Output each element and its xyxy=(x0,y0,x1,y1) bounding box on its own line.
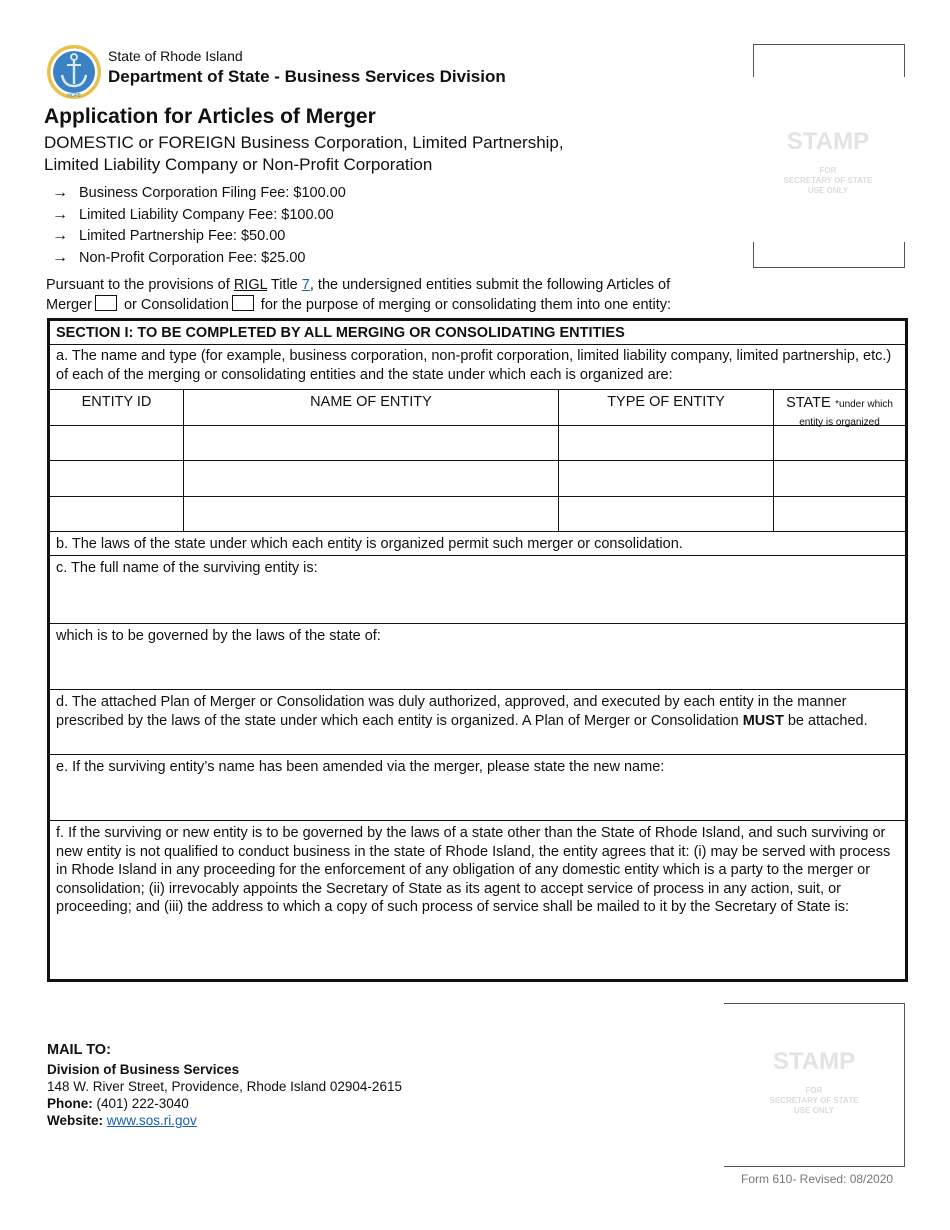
arrow-right-icon: → xyxy=(52,248,68,266)
entity-id-input[interactable] xyxy=(50,426,184,461)
entity-name-input[interactable] xyxy=(184,497,559,532)
fee-label: Limited Partnership Fee: $50.00 xyxy=(79,228,286,245)
stamp-label: STAMP xyxy=(772,1048,856,1075)
pursuant-text: Title xyxy=(267,277,302,293)
stamp-note-line-3: USE ONLY xyxy=(793,1106,835,1115)
phone-number: (401) 222-3040 xyxy=(92,1096,189,1111)
entity-name-input[interactable] xyxy=(184,426,559,461)
entity-type-input[interactable] xyxy=(559,461,774,497)
arrow-right-icon: → xyxy=(52,183,68,201)
fee-label: Non-Profit Corporation Fee: $25.00 xyxy=(79,249,306,266)
pursuant-text: , the undersigned entities submit the following Articles of xyxy=(309,277,671,293)
stamp-note-line-1: FOR xyxy=(819,166,837,175)
phone-line xyxy=(47,1095,402,1112)
service-address-field[interactable] xyxy=(50,821,905,973)
fee-item xyxy=(52,182,346,204)
stamp-box-bottom xyxy=(753,242,905,268)
section-heading: SECTION I: TO BE COMPLETED BY ALL MERGING OR CONSOLIDATING ENTITIES xyxy=(50,321,905,345)
col-header-entity-id: ENTITY ID xyxy=(50,390,184,426)
website-label: Website: xyxy=(47,1113,104,1128)
stamp-box-top xyxy=(753,44,905,77)
arrow-right-icon: → xyxy=(52,227,68,245)
fee-item xyxy=(52,247,346,269)
item-a-text: a. The name and type (for example, business corporation, non-profit corporation, limited liability company, limited partnership, etc.) of each of the merging or consolidating entities and the state under which each is organized are: xyxy=(50,345,905,390)
pursuant-statement xyxy=(46,276,766,315)
col-header-entity-name: NAME OF ENTITY xyxy=(184,390,559,426)
item-d-text xyxy=(50,690,905,755)
state-seal-logo xyxy=(46,44,102,100)
department-name: Department of State - Business Services Division xyxy=(108,67,506,86)
subtitle-line-2: Limited Liability Company or Non-Profit Corporation xyxy=(44,155,433,174)
item-c2-text: which is to be governed by the laws of the state of: xyxy=(56,628,381,644)
website-link[interactable]: www.sos.ri.gov xyxy=(106,1113,197,1128)
stamp-note-line-2: SECRETARY OF STATE xyxy=(783,176,873,185)
page-title: Application for Articles of Merger xyxy=(44,105,376,128)
consolidation-label: or Consolidation xyxy=(123,297,229,313)
form-number: Form 610- Revised: 08/2020 xyxy=(741,1172,894,1186)
entity-state-input[interactable] xyxy=(774,497,905,532)
mailing-address: 148 W. River Street, Providence, Rhode Island 02904-2615 xyxy=(47,1079,402,1094)
division-name: Division of Business Services xyxy=(47,1062,240,1077)
mailing-info xyxy=(47,1042,402,1129)
fee-label: Limited Liability Company Fee: $100.00 xyxy=(79,206,334,223)
fee-label: Business Corporation Filing Fee: $100.00 xyxy=(79,184,346,201)
governing-state-field[interactable] xyxy=(50,624,905,690)
pursuant-text: Pursuant to the provisions of xyxy=(46,277,234,293)
fee-item xyxy=(52,204,346,226)
entity-state-input[interactable] xyxy=(774,426,905,461)
entity-name-input[interactable] xyxy=(184,461,559,497)
merger-checkbox[interactable] xyxy=(95,295,117,311)
stamp-note-line-1: FOR xyxy=(805,1086,823,1095)
surviving-entity-name-field[interactable] xyxy=(50,556,905,624)
item-c-text: c. The full name of the surviving entity is: xyxy=(56,560,318,576)
item-f-text: f. If the surviving or new entity is to be governed by the laws of a state other than the State of Rhode Island, and such surviving or new entity is not qualified to conduct business in the state of Rhode Island, the entity agrees that it: (i) may be served with process in Rhode Island in any proceeding for the enforcement of any obligation of any domestic entity which is a party to the merger or consolidation; (ii) irrevocably appoints the Secretary of State as its agent to accept service of process in any action, suit, or proceeding; and (iii) the address to which a copy of such process of service shall be mailed to it by the Secretary of State is: xyxy=(56,825,891,915)
state-name: State of Rhode Island xyxy=(108,48,243,64)
section-one-form xyxy=(47,318,908,982)
item-d-must: MUST xyxy=(742,712,784,729)
entity-id-input[interactable] xyxy=(50,461,184,497)
stamp-area xyxy=(753,128,903,196)
title-7-link[interactable]: 7 xyxy=(301,277,310,293)
item-d-part-1: d. The attached Plan of Merger or Consolidation was duly authorized, approved, and executed by each entity in the manner prescribed by the laws of the state under which each entity is organized. A Plan of Merger or Consolidation xyxy=(56,694,847,729)
entity-type-input[interactable] xyxy=(559,426,774,461)
svg-text:HOPE: HOPE xyxy=(67,93,81,99)
stamp-label: STAMP xyxy=(786,128,870,155)
merger-label: Merger xyxy=(46,297,92,313)
state-header-note-2: entity is organized xyxy=(799,417,880,428)
stamp-note-line-2: SECRETARY OF STATE xyxy=(769,1096,859,1105)
stamp-note-line-3: USE ONLY xyxy=(807,186,849,195)
subtitle-line-1: DOMESTIC or FOREIGN Business Corporation, Limited Partnership, xyxy=(44,133,564,152)
mail-to-label: MAIL TO: xyxy=(47,1042,111,1058)
entity-id-input[interactable] xyxy=(50,497,184,532)
entity-type-input[interactable] xyxy=(559,497,774,532)
phone-label: Phone: xyxy=(47,1096,93,1111)
item-e-text: e. If the surviving entity’s name has been amended via the merger, please state the new name: xyxy=(56,759,665,775)
arrow-right-icon: → xyxy=(52,205,68,223)
state-header-label: STATE xyxy=(786,395,831,411)
item-d-part-2: be attached. xyxy=(783,712,868,729)
entity-table xyxy=(50,390,905,532)
pursuant-text: for the purpose of merging or consolidating them into one entity: xyxy=(260,297,672,313)
state-header-note-1: *under which xyxy=(835,399,893,410)
rigl-abbreviation: RIGL xyxy=(233,277,268,293)
consolidation-checkbox[interactable] xyxy=(232,295,254,311)
item-b-text: b. The laws of the state under which each entity is organized permit such merger or consolidation. xyxy=(50,532,905,556)
entity-state-input[interactable] xyxy=(774,461,905,497)
page-subtitle xyxy=(44,132,684,176)
new-name-field[interactable] xyxy=(50,755,905,821)
col-header-entity-type: TYPE OF ENTITY xyxy=(559,390,774,426)
fee-item xyxy=(52,225,346,247)
col-header-state xyxy=(774,390,905,426)
stamp-box-lower xyxy=(724,1003,905,1167)
fee-list xyxy=(52,182,346,269)
website-line xyxy=(47,1112,402,1129)
